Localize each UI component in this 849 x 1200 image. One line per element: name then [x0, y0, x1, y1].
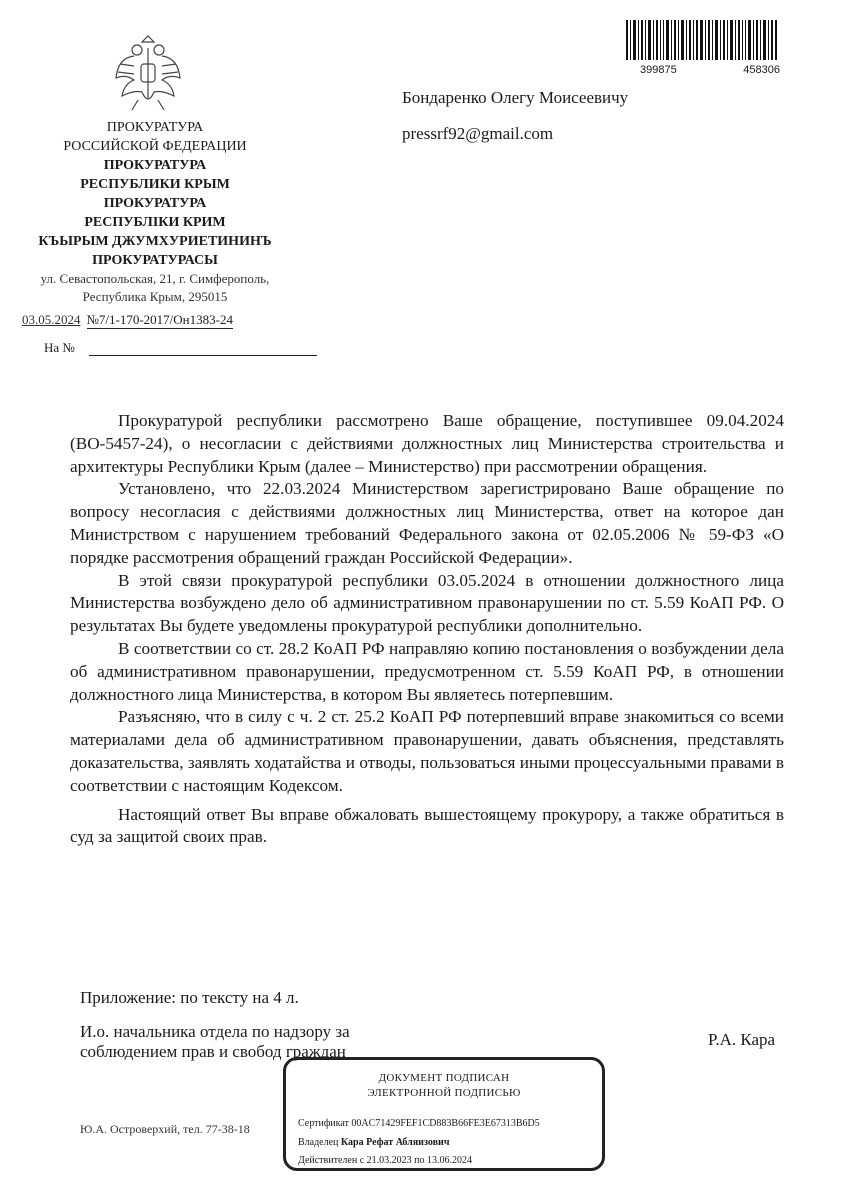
addressee-name: Бондаренко Олегу Моисеевичу [402, 88, 629, 107]
reference-blank [89, 343, 317, 356]
registration-line [22, 312, 233, 329]
header-org-crimean-tatar [20, 232, 290, 270]
body-paragraph: Разъясняю, что в силу с ч. 2 ст. 25.2 КоАП РФ потерпевший вправе знакомиться со всеми материалами дела об административном правонарушении, давать объяснения, представлять доказательства, заявлять ходатайства и отводы, пользоваться иными процессуальными правами в соответствии с настоящим Кодексом. [70, 707, 784, 795]
reference-label: На № [44, 340, 75, 355]
body-paragraph: Прокуратурой республики рассмотрено Ваше обращение, поступившее 09.04.2024 (ВО-5457-24), о несогласии с действиями должностных лиц Министерства строительства и архитектуры Республики Крым (далее – Министерство) при рассмотрении обращения. [70, 411, 784, 476]
executor-contact: Ю.А. Островерхий, тел. 77-38-18 [80, 1122, 250, 1136]
registration-number: №7/1-170-2017/Он1383-24 [86, 312, 233, 327]
stamp-valid-to-label: по [414, 1155, 425, 1166]
header-line: ПРОКУРАТУРАСЫ [92, 253, 218, 268]
stamp-owner [298, 1137, 449, 1148]
header-org-russian [20, 156, 290, 194]
stamp-certificate [298, 1118, 540, 1129]
header-line: КЪЫРЫМ ДЖУМХУРИЕТИНИНЪ [38, 234, 272, 249]
attachment-note: Приложение: по тексту на 4 л. [80, 988, 299, 1007]
barcode-right-number: 458306 [743, 64, 780, 76]
header-line: ПРОКУРАТУРА [106, 120, 204, 135]
header-line: РОССИЙСКОЙ ФЕДЕРАЦИИ [63, 139, 247, 154]
address-line: Республика Крым, 295015 [82, 289, 228, 304]
stamp-owner-value: Кара Рефат Абляизович [340, 1137, 450, 1148]
header-address [20, 270, 290, 306]
stamp-valid-from: 21.03.2023 [366, 1155, 412, 1166]
letter-body [70, 410, 784, 849]
header-line: ПРОКУРАТУРА [103, 196, 207, 211]
barcode [624, 20, 779, 68]
signer-position-line: И.о. начальника отдела по надзору за [80, 1022, 350, 1041]
body-paragraph: Установлено, что 22.03.2024 Министерством зарегистрировано Ваше обращение по вопросу несогласия с действиями должностных лиц Министерства, ответ на которое дан Министрством с нарушением требований Федерального закона от 02.05.2006 № 59-ФЗ «О порядке рассмотрения обращений граждан Российской Федерации». [70, 479, 784, 567]
registration-date: 03.05.2024 [22, 312, 81, 327]
body-paragraph: В соответствии со ст. 28.2 КоАП РФ направляю копию постановления о возбуждении дела об административном правонарушении, предусмотренном ст. 5.59 КоАП РФ, в отношении должностного лица Министерства, в котором Вы являетесь потерпевшим. [70, 638, 784, 704]
body-paragraph: В этой связи прокуратурой республики 03.05.2024 в отношении должностного лица Министерства возбуждено дело об административном правонарушении по ст. 5.59 КоАП РФ. О результатах Вы будете уведомлены прокуратурой республики дополнительно. [70, 570, 784, 636]
electronic-signature-stamp [283, 1057, 605, 1171]
stamp-validity [298, 1155, 472, 1166]
coat-of-arms-emblem-icon [112, 34, 184, 112]
header-line: РЕСПУБЛИКИ КРЫМ [80, 177, 230, 192]
barcode-left-number: 399875 [640, 64, 677, 76]
stamp-title: ДОКУМЕНТ ПОДПИСАН [378, 1072, 510, 1084]
stamp-valid-label: Действителен с [298, 1155, 365, 1166]
stamp-owner-label: Владелец [298, 1137, 339, 1148]
barcode-numbers [640, 64, 780, 76]
header-org-ukrainian [20, 194, 290, 232]
header-org-federal [20, 118, 290, 156]
signer-position-line: соблюдением прав и свобод граждан [80, 1042, 346, 1061]
signer-name: Р.А. Кара [708, 1030, 776, 1049]
stamp-cert-value: 00AC71429FEF1CD883B66FE3E67313B6D5 [351, 1118, 540, 1129]
header-line: РЕСПУБЛІКИ КРИМ [84, 215, 226, 230]
addressee-email: pressrf92@gmail.com [402, 124, 554, 143]
stamp-valid-to: 13.06.2024 [427, 1155, 473, 1166]
stamp-cert-label: Сертификат [298, 1118, 349, 1129]
body-paragraph: Настоящий ответ Вы вправе обжаловать вышестоящему прокурору, а также обратиться в суд за защитой своих прав. [70, 804, 784, 847]
stamp-subtitle: ЭЛЕКТРОННОЙ ПОДПИСЬЮ [367, 1087, 521, 1099]
address-line: ул. Севастопольская, 21, г. Симферополь, [40, 271, 270, 286]
reference-line [44, 340, 317, 356]
header-line: ПРОКУРАТУРА [103, 158, 207, 173]
signer-position [80, 1022, 350, 1062]
